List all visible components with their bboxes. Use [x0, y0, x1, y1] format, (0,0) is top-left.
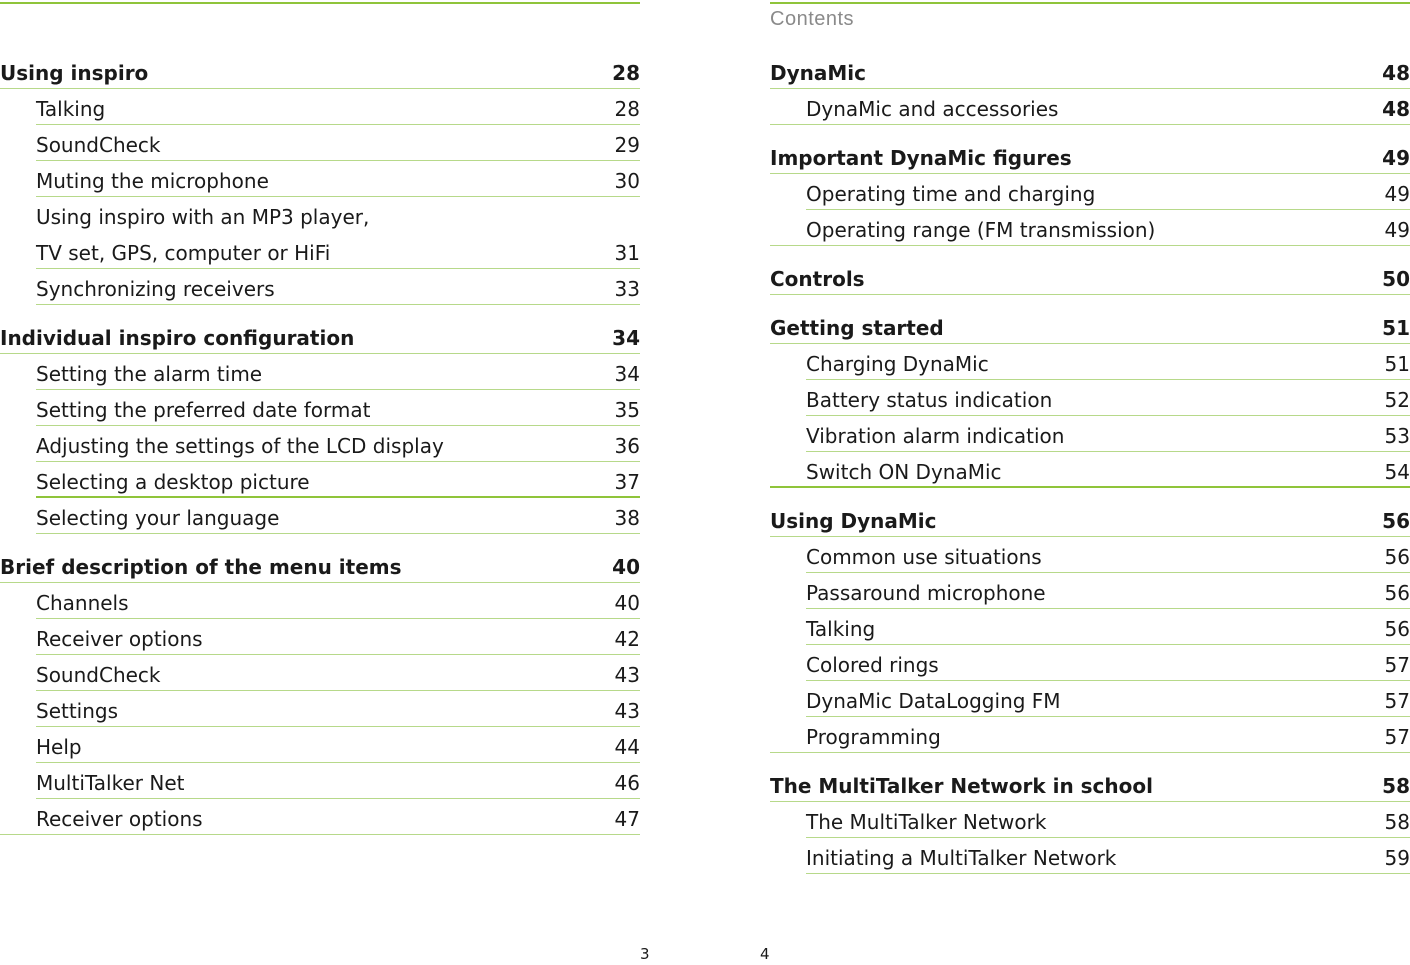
- toc-item[interactable]: [806, 645, 1410, 681]
- toc-item[interactable]: [36, 354, 640, 390]
- section-title: Using DynaMic: [770, 509, 937, 533]
- item-page: 38: [614, 506, 640, 530]
- item-title: Talking: [36, 97, 106, 121]
- toc-item[interactable]: [806, 344, 1410, 380]
- toc-item[interactable]: [36, 691, 640, 727]
- item-title: Battery status indication: [806, 388, 1053, 412]
- toc-section[interactable]: [770, 501, 1410, 537]
- item-page: 43: [614, 699, 640, 723]
- toc-section[interactable]: [770, 259, 1410, 295]
- item-page: 56: [1384, 617, 1410, 641]
- item-title: Using inspiro with an MP3 player,: [36, 205, 370, 229]
- item-page: 37: [614, 470, 640, 494]
- toc-item[interactable]: [36, 269, 640, 305]
- toc-item[interactable]: [36, 125, 640, 161]
- toc-item[interactable]: [806, 174, 1410, 210]
- toc-item[interactable]: [770, 89, 1410, 125]
- item-title: Setting the alarm time: [36, 362, 263, 386]
- item-page: 57: [1384, 689, 1410, 713]
- toc-item[interactable]: [770, 210, 1410, 246]
- section-title: Controls: [770, 267, 865, 291]
- toc-section[interactable]: [0, 547, 640, 583]
- toc-item[interactable]: [36, 426, 640, 462]
- item-title: Operating range (FM transmission): [806, 218, 1156, 242]
- page-number: 4: [760, 945, 770, 963]
- toc-item[interactable]: [36, 161, 640, 197]
- item-page: 57: [1384, 653, 1410, 677]
- toc-item[interactable]: [806, 609, 1410, 645]
- item-title: MultiTalker Net: [36, 771, 185, 795]
- item-title: SoundCheck: [36, 133, 161, 157]
- item-page: 56: [1384, 581, 1410, 605]
- section-page: 50: [1382, 267, 1410, 291]
- toc-item[interactable]: [36, 197, 640, 233]
- section-page: 56: [1382, 509, 1410, 533]
- item-title: Selecting your language: [36, 506, 280, 530]
- toc-item[interactable]: [36, 498, 640, 534]
- toc-item[interactable]: [36, 89, 640, 125]
- item-title: Charging DynaMic: [806, 352, 989, 376]
- section-page: 49: [1382, 146, 1410, 170]
- toc-section[interactable]: [770, 53, 1410, 89]
- toc-item[interactable]: [806, 838, 1410, 874]
- item-title: Operating time and charging: [806, 182, 1096, 206]
- item-page: 54: [1384, 460, 1410, 484]
- toc-section[interactable]: [770, 138, 1410, 174]
- item-page: 58: [1384, 810, 1410, 834]
- section-title: Individual inspiro configuration: [0, 326, 355, 350]
- item-title: Receiver options: [36, 807, 203, 831]
- item-page: 28: [614, 97, 640, 121]
- section-page: 58: [1382, 774, 1410, 798]
- item-page: 57: [1384, 725, 1410, 749]
- toc-section[interactable]: [0, 53, 640, 89]
- item-title: Adjusting the settings of the LCD display: [36, 434, 444, 458]
- section-title: DynaMic: [770, 61, 866, 85]
- toc-item[interactable]: [36, 727, 640, 763]
- toc-section[interactable]: [0, 318, 640, 354]
- item-page: 46: [614, 771, 640, 795]
- section-page: 34: [612, 326, 640, 350]
- item-title: Vibration alarm indication: [806, 424, 1065, 448]
- item-title: Initiating a MultiTalker Network: [806, 846, 1117, 870]
- item-title: The MultiTalker Network: [806, 810, 1047, 834]
- top-rule: [0, 2, 640, 4]
- item-title: TV set, GPS, computer or HiFi: [36, 241, 331, 265]
- section-page: 28: [612, 61, 640, 85]
- item-page: 30: [614, 169, 640, 193]
- section-title: The MultiTalker Network in school: [770, 774, 1153, 798]
- toc-item[interactable]: [0, 799, 640, 835]
- item-page: 42: [614, 627, 640, 651]
- toc-item[interactable]: [36, 462, 640, 498]
- item-page: 53: [1384, 424, 1410, 448]
- section-title: Getting started: [770, 316, 944, 340]
- item-page: 49: [1384, 182, 1410, 206]
- item-page: 47: [614, 807, 640, 831]
- section-page: 48: [1382, 61, 1410, 85]
- item-title: Talking: [806, 617, 876, 641]
- item-page: 43: [614, 663, 640, 687]
- item-title: Muting the microphone: [36, 169, 269, 193]
- item-page: 36: [614, 434, 640, 458]
- item-title: Channels: [36, 591, 129, 615]
- item-page: 59: [1384, 846, 1410, 870]
- item-page: 49: [1384, 218, 1410, 242]
- item-page: 44: [614, 735, 640, 759]
- section-title: Using inspiro: [0, 61, 149, 85]
- item-title: Setting the preferred date format: [36, 398, 371, 422]
- toc-item[interactable]: [806, 802, 1410, 838]
- item-page: 34: [614, 362, 640, 386]
- item-page: 48: [1382, 97, 1410, 121]
- item-title: Synchronizing receivers: [36, 277, 275, 301]
- toc-item[interactable]: [806, 573, 1410, 609]
- toc-item[interactable]: [806, 380, 1410, 416]
- item-title: Programming: [806, 725, 941, 749]
- item-page: 40: [614, 591, 640, 615]
- item-page: 35: [614, 398, 640, 422]
- item-title: Common use situations: [806, 545, 1042, 569]
- item-title: Receiver options: [36, 627, 203, 651]
- top-rule: [770, 2, 1410, 4]
- item-page: 31: [614, 241, 640, 265]
- toc-item[interactable]: [806, 416, 1410, 452]
- item-page: 56: [1384, 545, 1410, 569]
- toc-item[interactable]: [806, 681, 1410, 717]
- toc-section[interactable]: [770, 308, 1410, 344]
- toc-item[interactable]: [36, 619, 640, 655]
- item-title: Help: [36, 735, 82, 759]
- section-page: 51: [1382, 316, 1410, 340]
- section-page: 40: [612, 555, 640, 579]
- item-title: Passaround microphone: [806, 581, 1046, 605]
- item-title: Colored rings: [806, 653, 939, 677]
- toc-item[interactable]: [36, 655, 640, 691]
- item-page: 33: [614, 277, 640, 301]
- page-header: Contents: [770, 8, 855, 30]
- item-title: DynaMic and accessories: [806, 97, 1059, 121]
- toc-right: [770, 53, 1410, 874]
- toc-item[interactable]: [36, 390, 640, 426]
- item-title: Settings: [36, 699, 119, 723]
- toc-item[interactable]: [770, 452, 1410, 488]
- section-title: Brief description of the menu items: [0, 555, 402, 579]
- toc-left: [0, 53, 640, 835]
- page-number: 3: [640, 945, 650, 963]
- item-page: 29: [614, 133, 640, 157]
- toc-item[interactable]: [770, 717, 1410, 753]
- toc-item[interactable]: [36, 763, 640, 799]
- toc-item[interactable]: [806, 537, 1410, 573]
- item-page: 52: [1384, 388, 1410, 412]
- section-title: Important DynaMic figures: [770, 146, 1072, 170]
- item-title: Selecting a desktop picture: [36, 470, 310, 494]
- item-title: Switch ON DynaMic: [806, 460, 1002, 484]
- item-title: DynaMic DataLogging FM: [806, 689, 1061, 713]
- item-page: 51: [1384, 352, 1410, 376]
- toc-item[interactable]: [36, 583, 640, 619]
- toc-item[interactable]: [36, 233, 640, 269]
- toc-section[interactable]: [770, 766, 1410, 802]
- item-title: SoundCheck: [36, 663, 161, 687]
